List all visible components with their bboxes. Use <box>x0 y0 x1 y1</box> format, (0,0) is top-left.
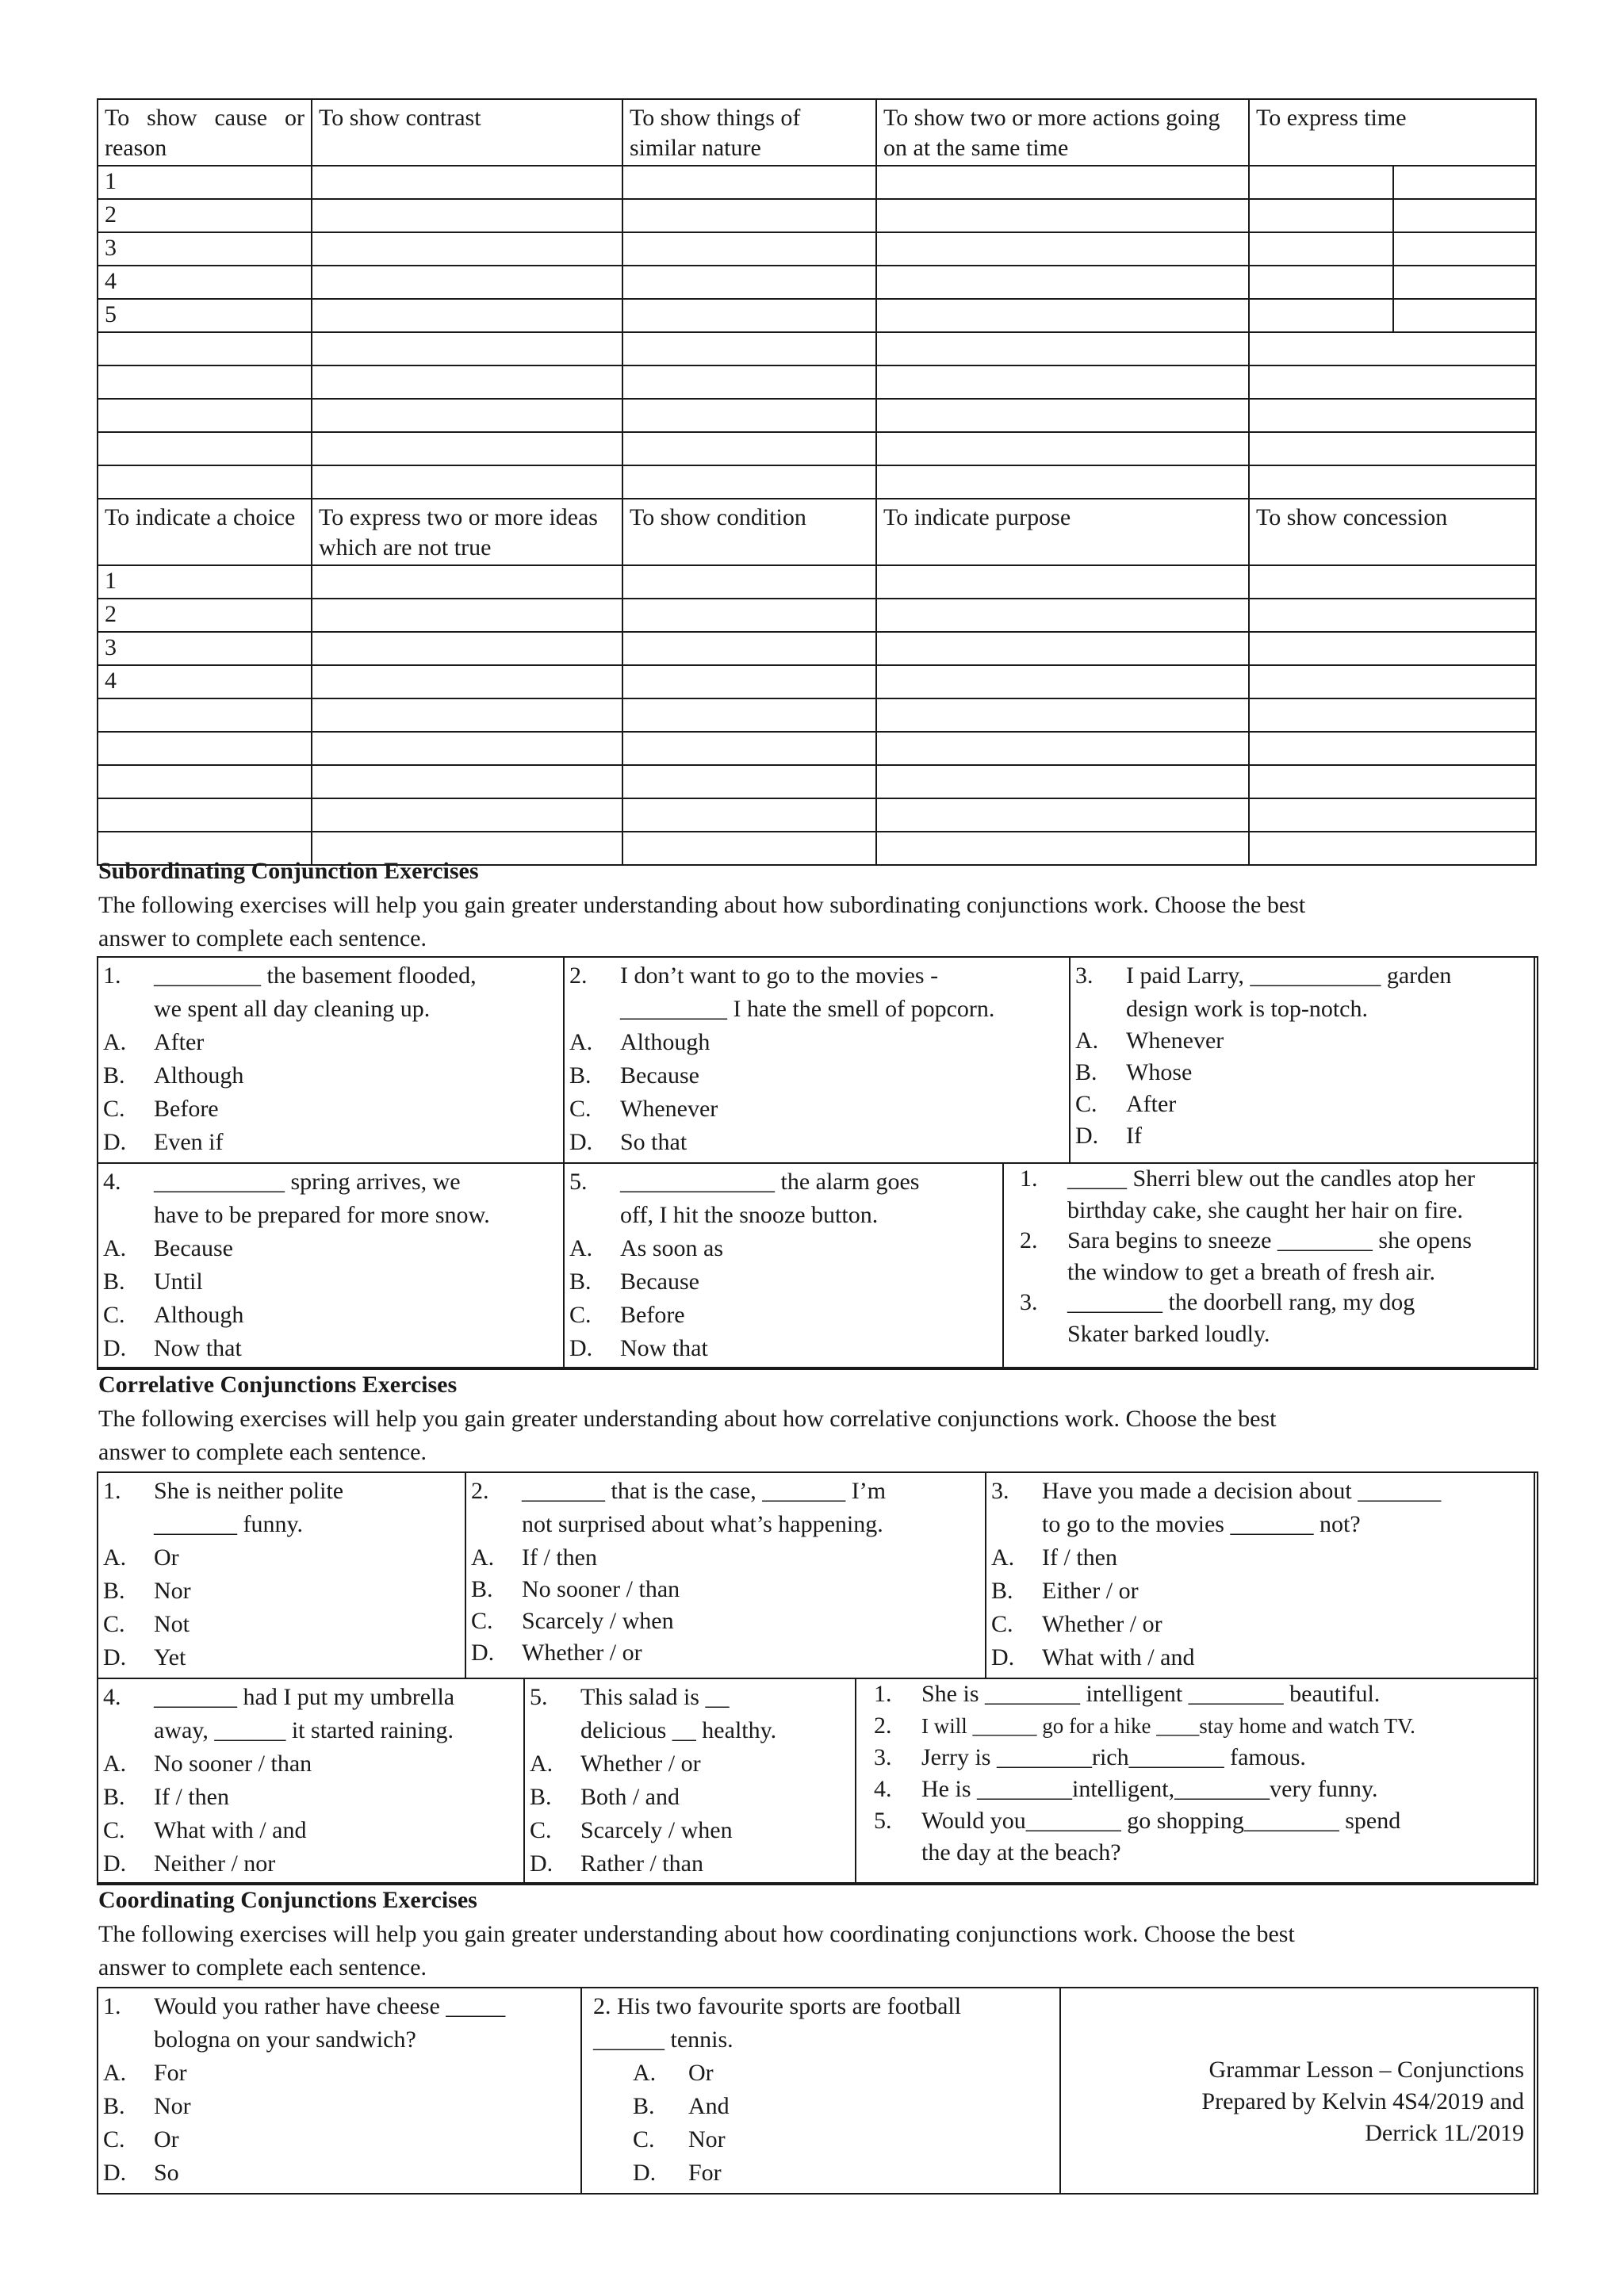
row-number <box>98 698 312 732</box>
row-number: 3 <box>98 232 312 266</box>
row-number: 1 <box>98 565 312 599</box>
coord-question-2: 2. His two favourite sports are football ______ tennis. A. Or B. And C. Nor D. For <box>580 1987 1061 2195</box>
correlative-intro-line2: answer to complete each sentence. <box>98 1439 427 1465</box>
coord-question-1: 1. Would you rather have cheese _____ bologna on your sandwich? A. For B. Nor C. Or D. So <box>97 1987 582 2195</box>
subordinating-intro-line1: The following exercises will help you gain greater understanding about how subordinating conjunctions work. Choose the best <box>98 892 1306 918</box>
header-choice: To indicate a choice <box>98 499 312 565</box>
subordinating-exercise-box <box>97 956 1535 1368</box>
row-number: 1 <box>98 166 312 199</box>
row-number: 4 <box>98 665 312 698</box>
credit-line-3: Derrick 1L/2019 <box>1365 2120 1524 2146</box>
row-number: 5 <box>98 299 312 332</box>
header-cause: To show cause or reason <box>98 99 312 166</box>
cor-question-1: 1. She is neither polite _______ funny. A. Or B. Nor C. Not D. Yet <box>97 1471 466 1679</box>
coordinating-heading: Coordinating Conjunctions Exercises <box>98 1887 477 1913</box>
row-number: 2 <box>98 199 312 232</box>
sub-question-3: 3. I paid Larry, ___________ garden design work is top-notch. A. Whenever B. Whose C. After D. If <box>1069 956 1538 1164</box>
cor-fill-in-blanks: 1. She is ________ intelligent ________ beautiful. 2. I will ______ go for a hike ____stay home and watch TV. 3. Jerry is ________rich________ famous. 4. He is ________intelligent,________very funny. 5. Would you________ go shopping________ spend the day at the beach? <box>855 1678 1538 1885</box>
cor-question-3: 3. Have you made a decision about _______ to go to the movies _______ not? A. If / then B. Either / or C. Whether / or D. What with / and <box>985 1471 1538 1679</box>
coordinating-exercise-box <box>97 1987 1535 2195</box>
row-number: 3 <box>98 632 312 665</box>
row-number: 4 <box>98 266 312 299</box>
cor-question-5: 5. This salad is __ delicious __ healthy. A. Whether / or B. Both / and C. Scarcely / when D. Rather / than <box>523 1678 856 1885</box>
row-number <box>98 365 312 399</box>
sub-question-4: 4. ___________ spring arrives, we have to be prepared for more snow. A. Because B. Until C. Although D. Now that <box>97 1162 565 1370</box>
row-number <box>98 432 312 465</box>
cor-question-2: 2. _______ that is the case, _______ I’m not surprised about what’s happening. A. If / then B. No sooner / than C. Scarcely / when D. Whether / or <box>465 1471 986 1679</box>
coordinating-intro-line1: The following exercises will help you gain greater understanding about how coordinating conjunctions work. Choose the best <box>98 1921 1295 1947</box>
header-condition: To show condition <box>622 499 876 565</box>
sub-fill-in-blanks: 1. _____ Sherri blew out the candles atop her birthday cake, she caught her hair on fire. 2. Sara begins to sneeze ________ she opens the window to get a breath of fresh air. 3. ________ the doorbell rang, my dog Skater barked loudly. <box>1002 1162 1538 1370</box>
header-time: To express time <box>1249 99 1536 166</box>
credit-line-1: Grammar Lesson – Conjunctions <box>1208 2057 1524 2083</box>
correlative-heading: Correlative Conjunctions Exercises <box>98 1372 458 1398</box>
conjunction-table-1 <box>97 98 1537 866</box>
subordinating-intro-line2: answer to complete each sentence. <box>98 925 427 951</box>
credit-line-2: Prepared by Kelvin 4S4/2019 and <box>1201 2088 1524 2114</box>
row-number <box>98 765 312 798</box>
header-not-true: To express two or more ideas which are not true <box>312 499 622 565</box>
correlative-exercise-box <box>97 1471 1535 1884</box>
row-number <box>98 399 312 432</box>
sub-question-5: 5. _____________ the alarm goes off, I hit the snooze button. A. As soon as B. Because C. Before D. Now that <box>563 1162 1004 1370</box>
subordinating-heading: Subordinating Conjunction Exercises <box>98 858 479 884</box>
header-contrast: To show contrast <box>312 99 622 166</box>
header-simultaneous: To show two or more actions going on at the same time <box>876 99 1249 166</box>
row-number <box>98 465 312 499</box>
cor-question-4: 4. _______ had I put my umbrella away, ______ it started raining. A. No sooner / than B. If / then C. What with / and D. Neither / nor <box>97 1678 525 1885</box>
correlative-intro-line1: The following exercises will help you gain greater understanding about how correlative conjunctions work. Choose the best <box>98 1406 1277 1432</box>
sub-question-1: 1. _________ the basement flooded, we spent all day cleaning up. A. After B. Although C. Before D. Even if <box>97 956 565 1164</box>
header-purpose: To indicate purpose <box>876 499 1249 565</box>
credit-box <box>1059 1987 1538 2195</box>
sub-question-2: 2. I don’t want to go to the movies - _________ I hate the smell of popcorn. A. Although B. Because C. Whenever D. So that <box>563 956 1071 1164</box>
header-concession: To show concession <box>1249 499 1536 565</box>
row-number <box>98 732 312 765</box>
coordinating-intro-line2: answer to complete each sentence. <box>98 1954 427 1980</box>
row-number: 2 <box>98 599 312 632</box>
row-number <box>98 332 312 365</box>
row-number <box>98 798 312 832</box>
header-similar: To show things of similar nature <box>622 99 876 166</box>
